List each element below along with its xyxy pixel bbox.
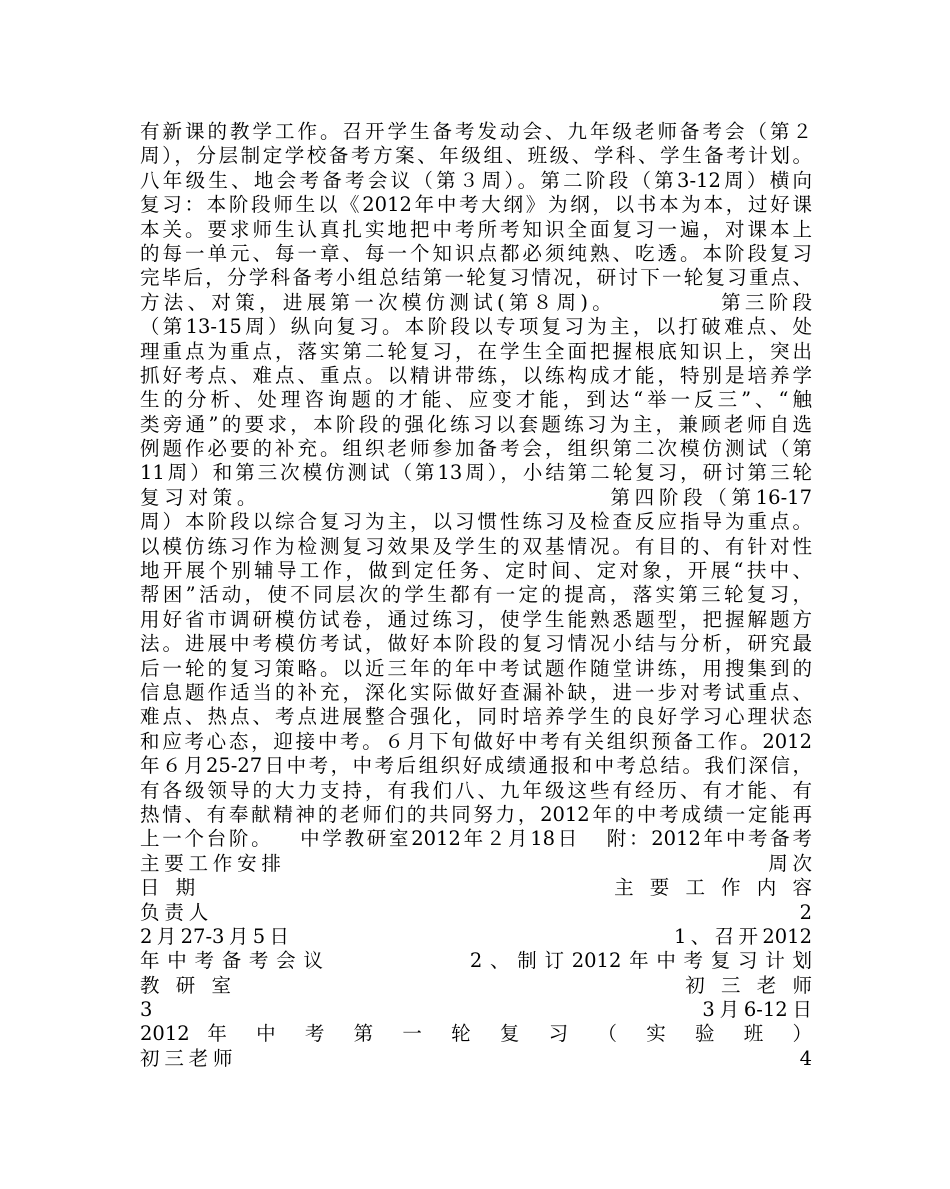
text-line: 上一个台阶。 中学教研室2012年２月18日 附：2012年中考备考: [140, 827, 812, 851]
text-line: 法。进展中考模仿考试，做好本阶段的复习情况小结与分析，研究最: [140, 632, 812, 656]
text-line: 的每一单元、每一章、每一个知识点都必须纯熟、吃透。本阶段复习: [140, 241, 812, 265]
text-line: 教 研 室 初 三 老 师: [140, 973, 812, 997]
text-line: 有各级领导的大力支持，有我们八、九年级这些有经历、有才能、有: [140, 778, 812, 802]
text-line: 后一轮的复习策略。以近三年的年中考试题作随堂讲练，用搜集到的: [140, 656, 812, 680]
text-line: 地开展个别辅导工作，做到定任务、定时间、定对象，开展“扶中、: [140, 559, 812, 583]
text-line: 难点、热点、考点进展整合强化，同时培养学生的良好学习心理状态: [140, 705, 812, 729]
text-line: 八年级生、地会考备考会议（第３周）。第二阶段（第3-12周）横向: [140, 168, 812, 192]
text-line: 理重点为重点，落实第二轮复习，在学生全面把握根底知识上，突出: [140, 339, 812, 363]
text-line: 复习对策。 第四阶段（第16-17: [140, 485, 812, 509]
text-line: 复习：本阶段师生以《2012年中考大纲》为纲，以书本为本，过好课: [140, 193, 812, 217]
text-line: 负责人 2: [140, 900, 812, 924]
text-line: 3 3月6-12日: [140, 998, 812, 1022]
text-line: 初三老师 4: [140, 1046, 812, 1070]
text-line: 主要工作安排 周次: [140, 851, 812, 875]
text-line: 例题作必要的补充。组织老师参加备考会，组织第二次模仿测试（第: [140, 437, 812, 461]
text-line: 生的分析、处理咨询题的才能、应变才能，到达“举一反三”、“触: [140, 388, 812, 412]
text-line: 周）本阶段以综合复习为主，以习惯性练习及检查反应指导为重点。: [140, 510, 812, 534]
document-body-text: [140, 120, 812, 1071]
text-line: （第13-15周）纵向复习。本阶段以专项复习为主，以打破难点、处: [140, 315, 812, 339]
text-line: 周），分层制定学校备考方案、年级组、班级、学科、学生备考计划。: [140, 144, 812, 168]
text-line: 热情、有奉献精神的老师们的共同努力，2012年的中考成绩一定能再: [140, 802, 812, 826]
text-line: 帮困”活动，使不同层次的学生都有一定的提高，落实第三轮复习，: [140, 583, 812, 607]
text-line: 2月27-3月5日 1、召开2012: [140, 924, 812, 948]
text-line: 以模仿练习作为检测复习效果及学生的双基情况。有目的、有针对性: [140, 534, 812, 558]
text-line: 11周）和第三次模仿测试（第13周），小结第二轮复习，研讨第三轮: [140, 461, 812, 485]
text-line: 年６月25-27日中考，中考后组织好成绩通报和中考总结。我们深信，: [140, 754, 812, 778]
text-line: 抓好考点、难点、重点。以精讲带练，以练构成才能，特别是培养学: [140, 363, 812, 387]
text-line: 有新课的教学工作。召开学生备考发动会、九年级老师备考会（第２: [140, 120, 812, 143]
text-line: 年中考备考会议 2、制订2012年中考复习计划: [140, 949, 812, 973]
text-line: 方法、对策，进展第一次模仿测试(第８周)。 第三阶段: [140, 290, 812, 314]
text-line: 用好省市调研模仿试卷，通过练习，使学生能熟悉题型，把握解题方: [140, 607, 812, 631]
text-line: 信息题作适当的补充，深化实际做好查漏补缺，进一步对考试重点、: [140, 680, 812, 704]
text-line: 完毕后，分学科备考小组总结第一轮复习情况，研讨下一轮复习重点、: [140, 266, 812, 290]
text-line: 日 期 主 要 工 作 内 容: [140, 876, 812, 900]
text-line: 和应考心态，迎接中考。６月下旬做好中考有关组织预备工作。2012: [140, 729, 812, 753]
text-line: 本关。要求师生认真扎实地把中考所考知识全面复习一遍，对课本上: [140, 217, 812, 241]
text-line: 2012 年 中 考 第 一 轮 复 习 （ 实 验 班 ）: [140, 1022, 812, 1046]
text-line: 类旁通”的要求，本阶段的强化练习以套题练习为主，兼顾老师自选: [140, 412, 812, 436]
